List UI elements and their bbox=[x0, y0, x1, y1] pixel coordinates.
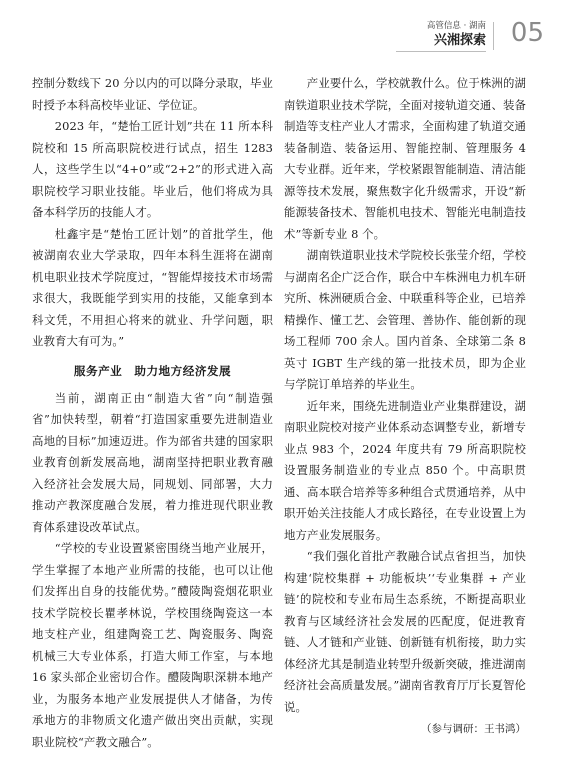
paragraph: 近年来，围绕先进制造业产业集群建设，湖南职业院校对接产业体系动态调整专业，新增专业点 983 个，2024 年度共有 79 所高职院校设置服务制造业的专业点 850 个。中高职贯通、高本联合培养等多种组合式贯通培养，从中职开始关注技能人才成长路径，在专业设置上为地方产业发展服务。 bbox=[284, 398, 526, 542]
page-number: 05 bbox=[510, 18, 544, 48]
right-column bbox=[284, 73, 526, 740]
header-text bbox=[427, 20, 486, 49]
paragraph: 产业要什么，学校就教什么。位于株洲的湖南铁道职业技术学院，全面对接轨道交通、装备制造等支柱产业人才需求，全面构建了轨道交通装备制造、装备运用、智能控制、管理服务 4 大专业群。近年来，学校紧跟智能制造、清洁能源等技术发展，聚焦数字化升级需求，开设“新能源装备技术、智能机电技术、智能光电制造技术”等新专业 8 个。 bbox=[284, 76, 526, 241]
column-title: 高管信息 · 湖南 bbox=[426, 21, 486, 31]
section-heading: 服务产业 助力地方经济发展 bbox=[73, 363, 232, 378]
left-column bbox=[32, 73, 273, 753]
header-underline bbox=[396, 51, 486, 52]
paragraph: “学校的专业设置紧密围绕当地产业展开，学生掌握了本地产业所需的技能，也可以让他们发挥出自身的技能优势。”醴陵陶瓷烟花职业技术学院校长瞿孝林说，学校围绕陶瓷这一本地支柱产业，组建陶瓷工艺、陶瓷服务、陶瓷机械三大专业体系，打造大师工作室，与本地 16 家头部企业密切合作。醴陵陶职深耕本地产业，为服务本地产业发展提供人才储备，为传承地方的非物质文化遗产做出突出贡献，实现职业院校“产教文融合”。 bbox=[32, 541, 273, 749]
header-divider bbox=[493, 22, 494, 50]
research-credit: （参与调研：王书鸿） bbox=[421, 723, 526, 735]
paragraph: 2023 年，“楚怡工匠计划”共在 11 所本科院校和 15 所高职院校进行试点，招生 1283 人，这些学生以“4+0”或“2+2”的形式进入高职院校学习职业技能。毕业后，他们将成为具备本科学历的技能人才。 bbox=[32, 119, 273, 219]
paragraph: 控制分数线下 20 分以内的可以降分录取，毕业时授予本科高校毕业证、学位证。 bbox=[32, 76, 273, 112]
paragraph: 湖南铁道职业技术学院校长张莹介绍，学校与湖南名企广泛合作，联合中车株洲电力机车研究所、株洲硬质合金、中联重科等企业，已培养精操作、懂工艺、会管理、善协作、能创新的现场工程师 700 余人。国内首条、全球第二条 8 英寸 IGBT 生产线的第一批技术员，即为企业与学院订单培养的毕业生。 bbox=[284, 248, 526, 391]
column-subtitle: 兴湘探索 bbox=[433, 33, 486, 48]
paragraph: 当前，湖南正由“制造大省”向“制造强省”加快转型，朝着“打造国家重要先进制造业高地的目标”加速迈进。作为部省共建的国家职业教育创新发展高地，湖南坚持把职业教育融入经济社会发展大局，同规划、同部署，大力推动产教深度融合发展，着力推进现代职业教育体系建设改革试点。 bbox=[32, 390, 273, 534]
paragraph: “我们强化首批产教融合试点省担当，加快构建‘院校集群 + 功能板块’‘专业集群 + 产业链’的院校和专业布局生态系统，不断提高职业教育与区域经济社会发展的匹配度，促进教育链、人才链和产业链、创新链有机衔接，助力实体经济尤其是制造业转型升级新突破，推进湖南经济社会高质量发展。”湖南省教育厅厅长夏智伦说。 bbox=[284, 549, 526, 714]
paragraph: 杜鑫宇是“楚怡工匠计划”的首批学生，他被湖南农业大学录取，四年本科生涯将在湖南机电职业技术学院度过，“智能焊接技术市场需求很大，我既能学到实用的技能，又能拿到本科文凭，不用担心将来的就业、升学问题，职业教育大有可为。” bbox=[32, 226, 273, 348]
